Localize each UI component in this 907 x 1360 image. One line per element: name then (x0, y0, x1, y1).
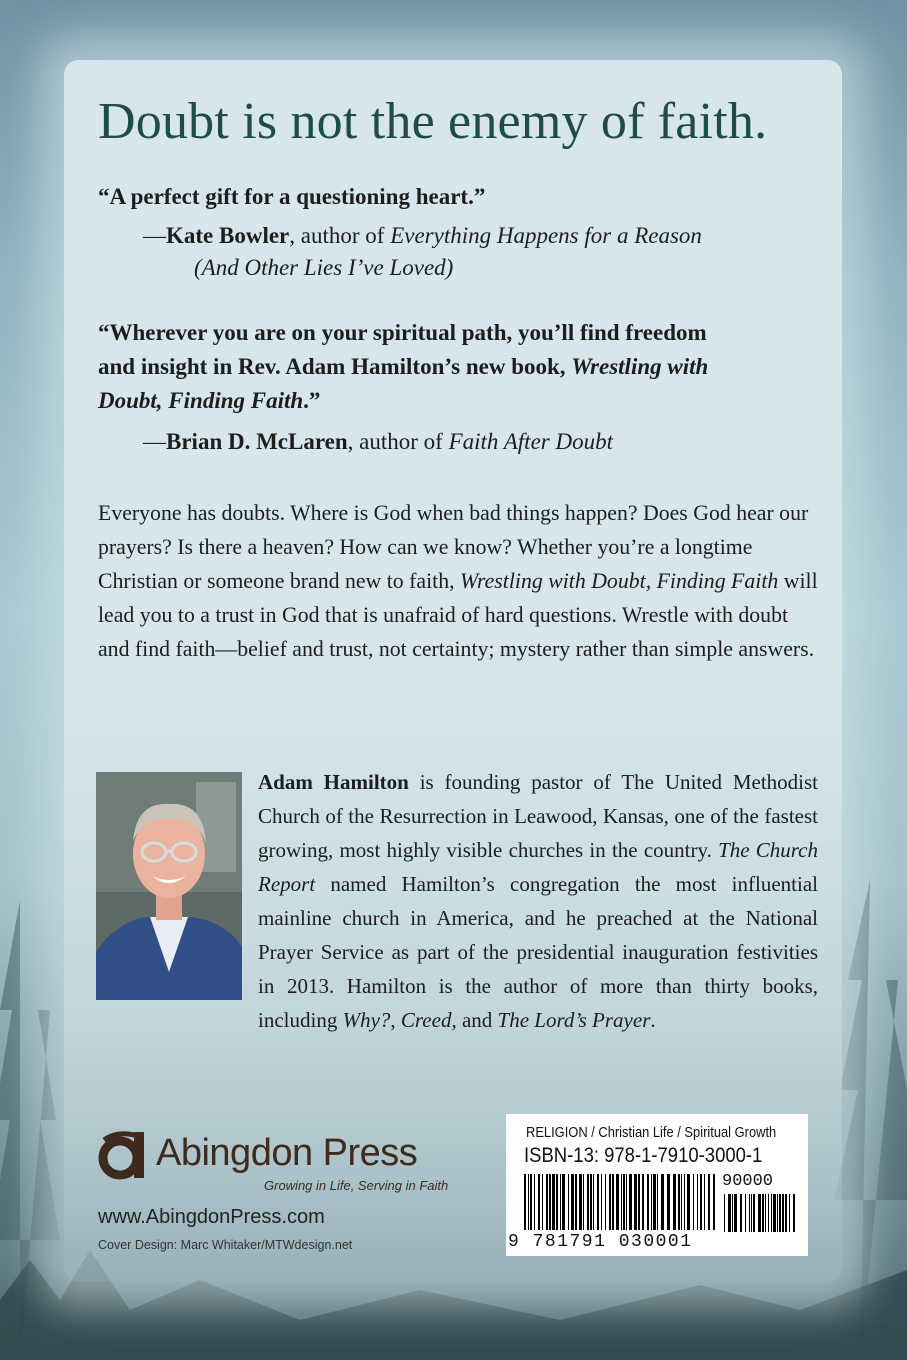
publisher-tagline: Growing in Life, Serving in Faith (264, 1178, 449, 1193)
endorsement-quote-1: “A perfect gift for a questioning heart.” (98, 184, 486, 209)
publisher-name: Abingdon Press (156, 1132, 418, 1174)
endorsement-quote-2: “Wherever you are on your spiritual path, you’ll find freedom and insight in Rev. Adam Hamilton’s new book, Wrestling with Doubt, Finding Faith.” (98, 320, 709, 413)
headline: Doubt is not the enemy of faith. (98, 93, 768, 150)
author-bio: Adam Hamilton is founding pastor of The United Methodist Church of the Resurrection in Leawood, Kansas, one of the fastest growing, most highly visible churches in the country. The Church Report named Hamilton’s congregation the most influential mainline church in America, and he preached at the National Prayer Service as part of the presidential inauguration festivities in 2013. Hamilton is the author of more than thirty books, including Why?, Creed, and The Lord’s Prayer. (258, 770, 818, 1032)
endorsement-attribution-2: —Brian D. McLaren, author of Faith After Doubt (143, 429, 613, 454)
barcode-label (506, 1114, 808, 1256)
endorsement-book-line-2: (And Other Lies I’ve Loved) (194, 255, 454, 280)
publisher-website[interactable]: www.AbingdonPress.com (98, 1206, 325, 1228)
cover-design-credit: Cover Design: Marc Whitaker/MTWdesign.net (98, 1238, 353, 1252)
barcode-digits: 9 781791 030001 (508, 1232, 693, 1252)
barcode-addon-digits: 90000 (722, 1172, 774, 1191)
abingdon-logo-icon (98, 1128, 154, 1184)
isbn-text: ISBN-13: 978-1-7910-3000-1 (524, 1144, 763, 1167)
book-description: Everyone has doubts. Where is God when bad things happen? Does God hear our prayers? Is there a heaven? How can we know? Whether you’re a longtime Christian or someone brand new to faith, Wrestling with Doubt, Finding Faith will lead you to a trust in God that is unafraid of hard questions. Wrestle with doubt and find faith—belief and trust, not certainty; mystery rather than simple answers. (98, 501, 818, 661)
bisac-category: RELIGION / Christian Life / Spiritual Growth (526, 1124, 777, 1141)
author-photo (96, 772, 242, 1000)
endorsement-attribution-1: —Kate Bowler, author of Everything Happens for a Reason (143, 223, 702, 248)
